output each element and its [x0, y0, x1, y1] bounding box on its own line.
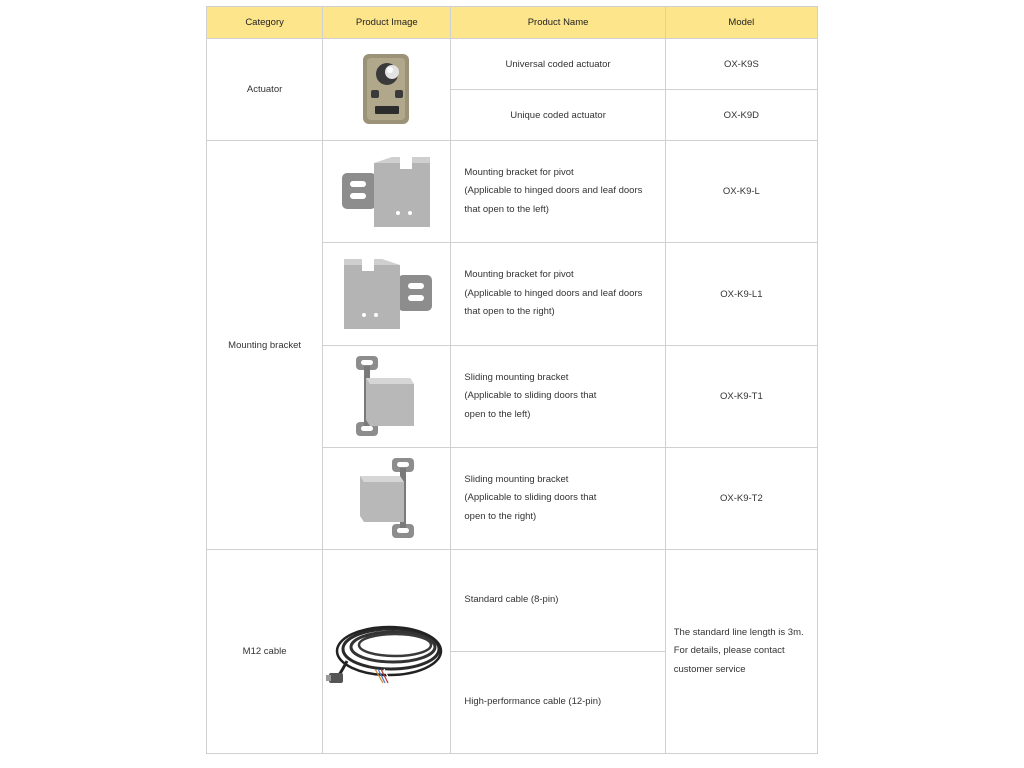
model-value: OX-K9-T2 [665, 448, 817, 550]
model-value: OX-K9-L [665, 141, 817, 243]
model-note-line: customer service [673, 663, 746, 675]
product-name [451, 243, 665, 346]
product-name-line: open to the right) [464, 510, 537, 522]
model-value: OX-K9-T1 [665, 346, 817, 448]
table-row [207, 39, 818, 90]
header-row [207, 7, 818, 39]
header-model: Model [665, 7, 817, 39]
m12-cable-icon [325, 617, 449, 687]
model-note-line: For details, please contact [673, 645, 785, 657]
sliding-left-image [323, 346, 451, 448]
model-value: OX-K9S [665, 39, 817, 90]
product-name-line: Mounting bracket for pivot [464, 166, 574, 178]
category-mounting-bracket: Mounting bracket [207, 141, 323, 550]
cable-image [323, 550, 451, 754]
table-row [207, 141, 818, 243]
product-name [451, 448, 665, 550]
header-category: Category [207, 7, 323, 39]
model-note-line: The standard line length is 3m. [673, 626, 804, 638]
bracket-left-image [323, 141, 451, 243]
sliding-bracket-right-icon [352, 456, 422, 542]
header-product-name: Product Name [451, 7, 665, 39]
bracket-right-image [323, 243, 451, 346]
product-name-line: Sliding mounting bracket [464, 371, 569, 383]
product-name: Unique coded actuator [451, 90, 665, 141]
sliding-bracket-left-icon [352, 354, 422, 440]
product-name-line: that open to the right) [464, 306, 555, 318]
product-name-line: (Applicable to sliding doors that [464, 492, 597, 504]
product-name: Standard cable (8-pin) [451, 550, 665, 652]
product-name-line: (Applicable to sliding doors that [464, 390, 597, 402]
product-name [451, 141, 665, 243]
product-name [451, 346, 665, 448]
sliding-right-image [323, 448, 451, 550]
pivot-bracket-left-icon [340, 155, 434, 229]
category-actuator: Actuator [207, 39, 323, 141]
category-m12-cable: M12 cable [207, 550, 323, 754]
actuator-image [323, 39, 451, 141]
model-value: OX-K9D [665, 90, 817, 141]
model-value: OX-K9-L1 [665, 243, 817, 346]
pivot-bracket-right-icon [340, 257, 434, 331]
product-name-line: Mounting bracket for pivot [464, 269, 574, 281]
table-row [207, 550, 818, 652]
product-name-line: (Applicable to hinged doors and leaf doors [464, 185, 643, 197]
product-name-line: open to the left) [464, 408, 531, 420]
actuator-icon [357, 50, 417, 130]
model-note [665, 550, 817, 754]
product-name: Universal coded actuator [451, 39, 665, 90]
header-product-image: Product Image [323, 7, 451, 39]
product-name-line: Sliding mounting bracket [464, 473, 569, 485]
product-name-line: (Applicable to hinged doors and leaf doors [464, 287, 643, 299]
product-table [206, 6, 818, 754]
product-name: High-performance cable (12-pin) [451, 652, 665, 754]
product-name-line: that open to the left) [464, 203, 549, 215]
